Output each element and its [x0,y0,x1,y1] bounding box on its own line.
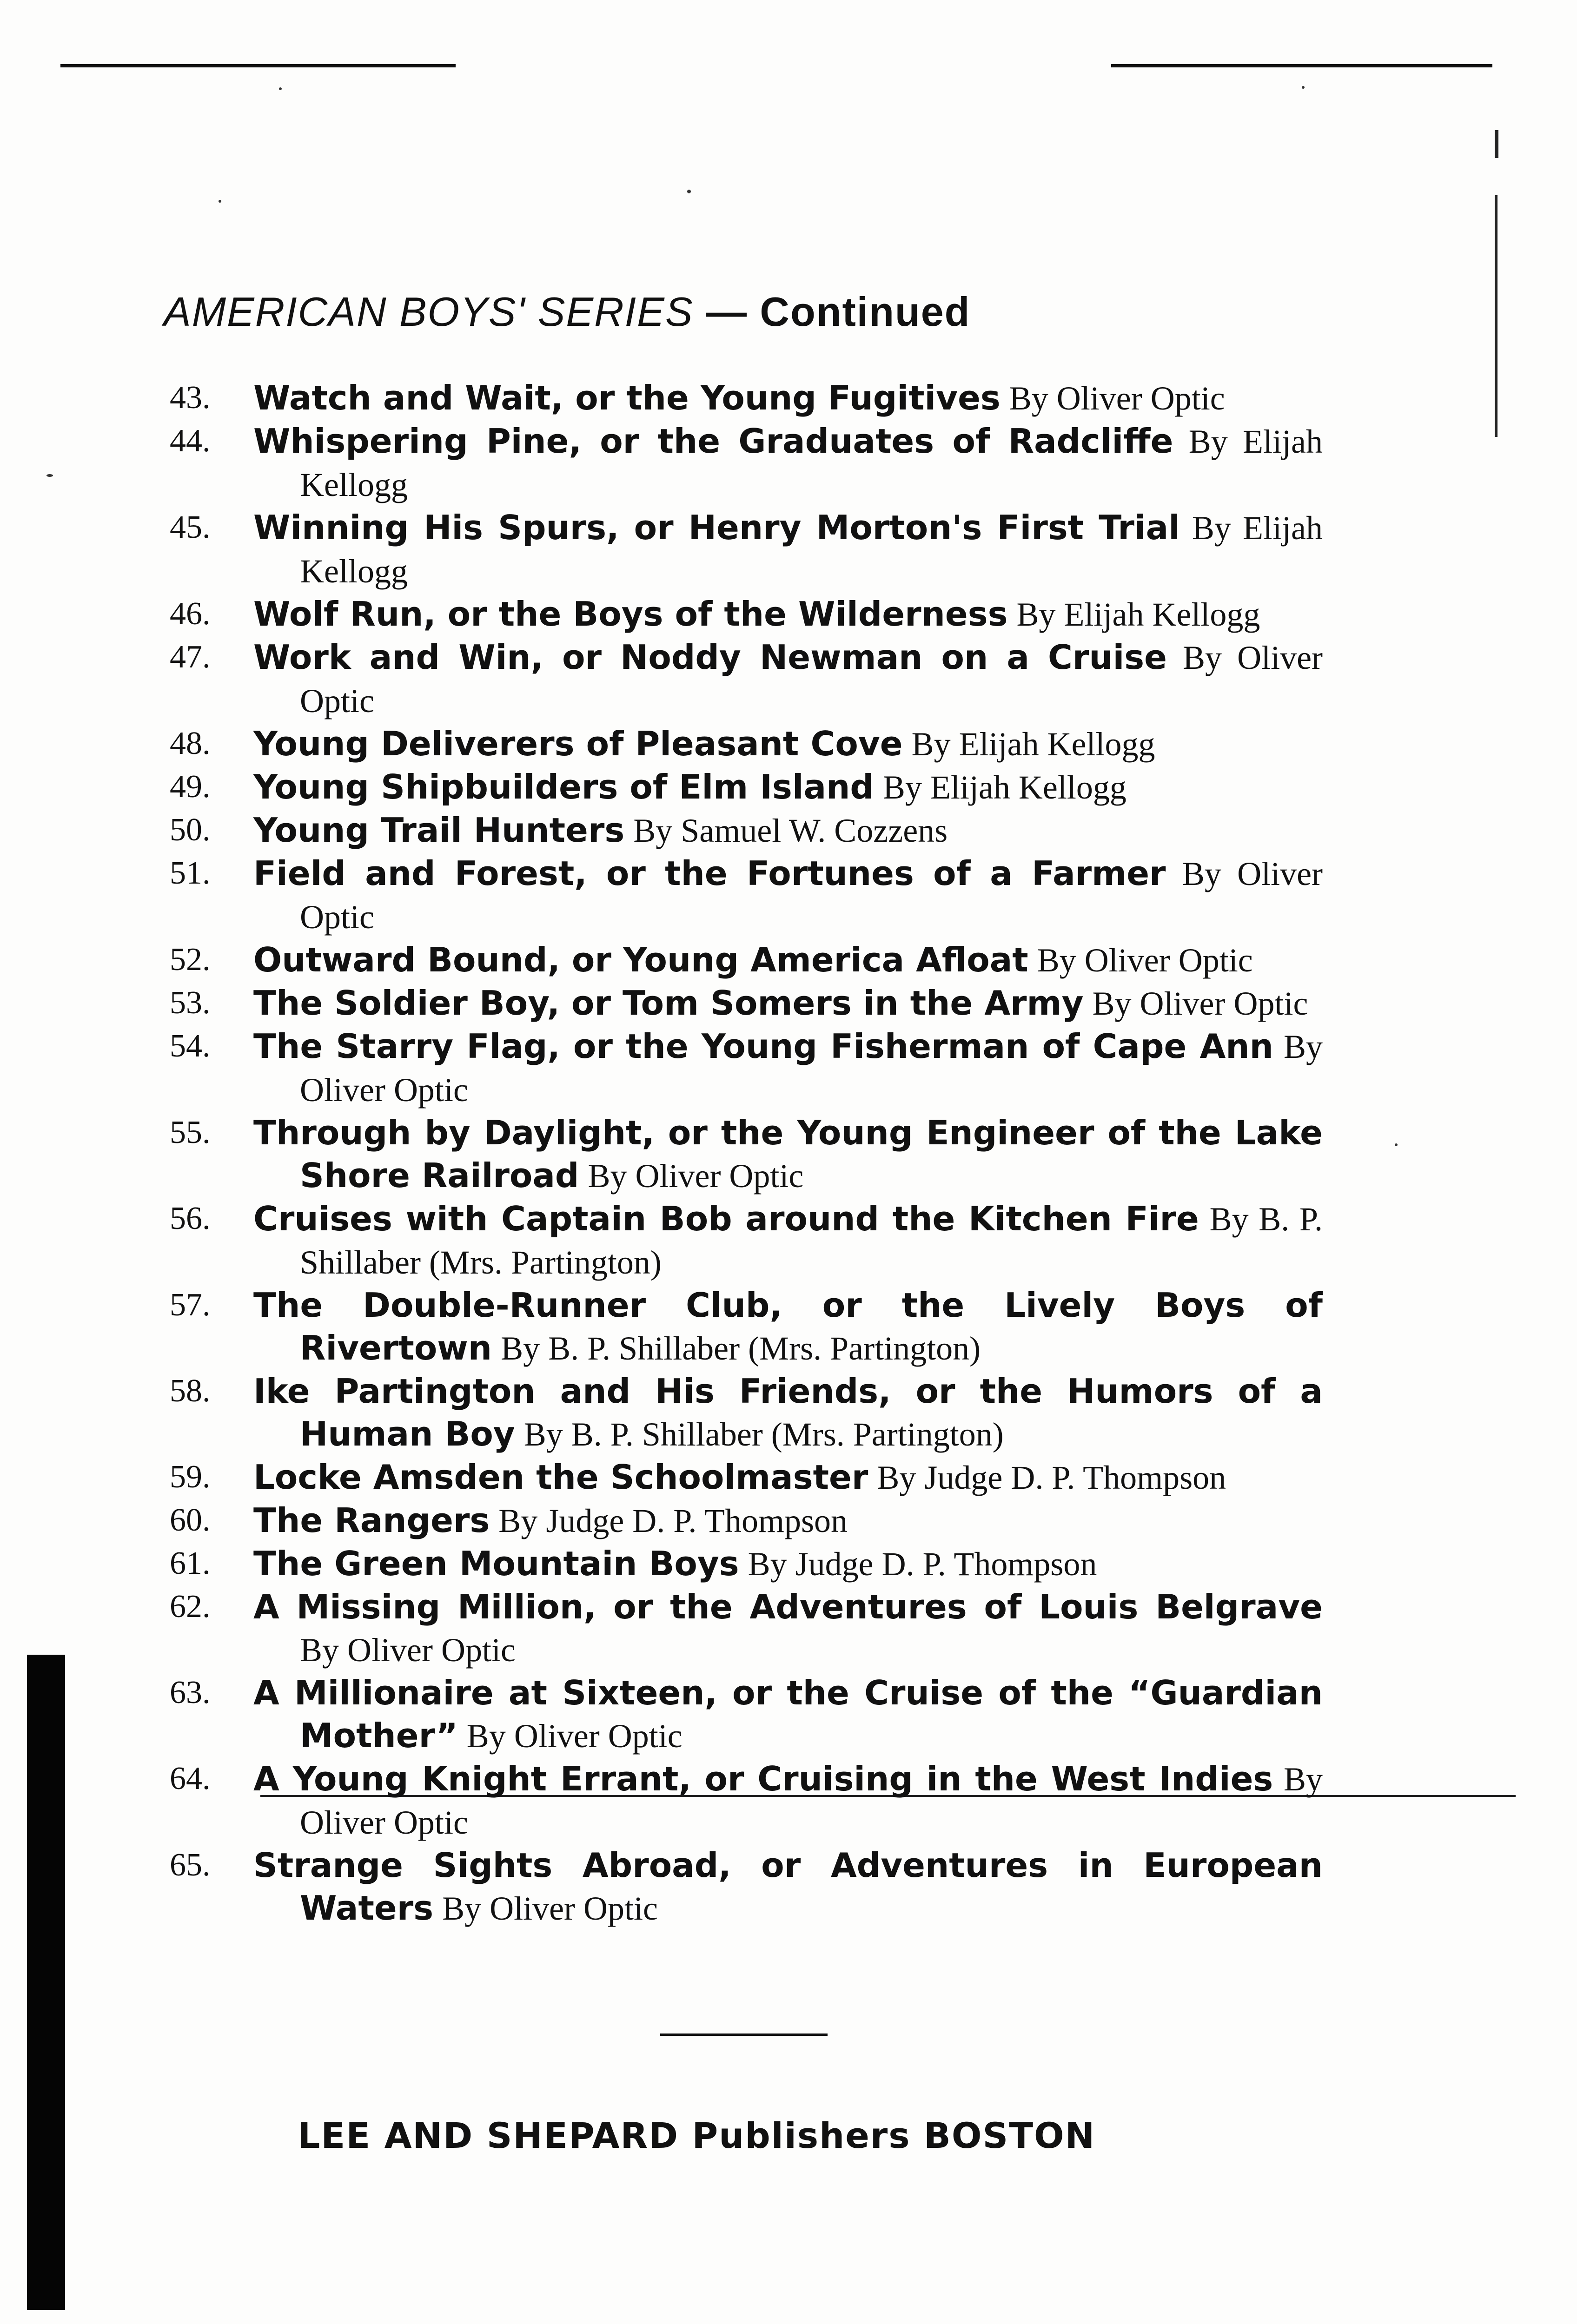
list-item [170,420,1323,506]
book-author: By B. P. Shillaber (Mrs. Partington) [300,1201,1323,1281]
entry-body [253,722,1323,766]
entry-number: 60. [170,1502,211,1538]
entry-body [253,1499,1323,1542]
series-continued: — Continued [705,289,971,335]
book-title: Young Shipbuilders of Elm Island [253,767,874,806]
entry-body [253,809,1323,852]
entry-body [253,506,1323,593]
book-title: Strange Sights Abroad, or Adventures in European Waters [253,1846,1323,1928]
entry-body [253,1757,1323,1844]
footer-separator [660,2034,828,2036]
book-author: By Judge D. P. Thompson [877,1459,1226,1496]
entry-body [253,1585,1323,1671]
list-item [170,1844,1323,1930]
book-title: Ike Partington and His Friends, or the Humors of a Human Boy [253,1372,1323,1453]
book-title: Young Deliverers of Pleasant Cove [253,724,903,763]
book-author: By Elijah Kellogg [882,769,1126,806]
list-item [170,1542,1323,1585]
list-item [170,722,1323,766]
book-author: By Judge D. P. Thompson [498,1502,848,1539]
book-title: Work and Win, or Noddy Newman on a Cruise [253,638,1167,677]
book-title: Locke Amsden the Schoolmaster [253,1458,868,1497]
list-item [170,1757,1323,1844]
scan-dot [1302,86,1305,89]
entry-body [253,982,1323,1025]
book-title: The Double-Runner Club, or the Lively Boys of Rivertown [253,1286,1323,1367]
book-title: Field and Forest, or the Fortunes of a Farmer [253,854,1166,893]
book-author: By Elijah Kellogg [1016,596,1260,633]
entry-body [253,1284,1323,1370]
scan-dot [219,200,221,203]
entry-number: 62. [170,1589,211,1624]
series-heading [164,288,970,336]
entry-number: 61. [170,1545,211,1581]
book-title: Winning His Spurs, or Henry Morton's First Trial [253,508,1180,547]
book-title: A Millionaire at Sixteen, or the Cruise of the “Guardian Mother” [253,1673,1323,1755]
book-author: By Oliver Optic [442,1890,658,1927]
book-title: Watch and Wait, or the Young Fugitives [253,378,1001,417]
book-author: By Elijah Kellogg [300,423,1323,503]
list-item [170,1585,1323,1671]
book-author: By Samuel W. Cozzens [633,812,948,849]
entry-number: 55. [170,1115,211,1150]
book-author: By Elijah Kellogg [911,726,1155,763]
book-title: A Young Knight Errant, or Cruising in the West Indies [253,1759,1273,1798]
book-title: Outward Bound, or Young America Afloat [253,940,1028,979]
entry-body [253,636,1323,722]
entry-number: 53. [170,985,211,1021]
entry-number: 50. [170,812,211,848]
entry-number: 51. [170,855,211,891]
entry-body [253,1671,1323,1757]
book-title: The Starry Flag, or the Young Fisherman of Cape Ann [253,1027,1273,1066]
list-item [170,982,1323,1025]
book-author: By Oliver Optic [300,1631,516,1669]
book-title: Through by Daylight, or the Young Engineer of the Lake Shore Railroad [253,1113,1323,1195]
entry-body [253,1025,1323,1111]
entry-number: 56. [170,1201,211,1236]
list-item [170,1025,1323,1111]
scan-speck [1495,130,1498,158]
book-author: By Oliver Optic [588,1157,804,1195]
list-item [170,593,1323,636]
book-author: By Elijah Kellogg [300,509,1323,590]
entry-number: 54. [170,1028,211,1064]
list-item [170,376,1323,420]
list-item [170,1197,1323,1284]
list-item [170,938,1323,982]
book-title: Cruises with Captain Bob around the Kitchen Fire [253,1199,1199,1238]
book-author: By Judge D. P. Thompson [748,1545,1097,1583]
book-author: By Oliver Optic [1092,985,1308,1022]
list-item [170,1499,1323,1542]
series-title: AMERICAN BOYS' SERIES [164,289,694,335]
entry-number: 49. [170,769,211,805]
entry-body [253,1542,1323,1585]
entry-number: 43. [170,380,211,416]
publisher-imprint: LEE AND SHEPARD Publishers BOSTON [298,2115,1096,2156]
entry-number: 57. [170,1287,211,1323]
entry-body [253,1370,1323,1456]
book-author: By Oliver Optic [300,1761,1323,1841]
scan-rule-top-left [60,64,456,67]
list-item [170,1370,1323,1456]
book-author: By Oliver Optic [300,855,1323,936]
list-item [170,766,1323,809]
entry-body [253,376,1323,420]
list-item [170,809,1323,852]
scan-dot [687,190,691,193]
entry-number: 52. [170,942,211,977]
list-item [170,636,1323,722]
book-author: By Oliver Optic [300,1028,1323,1109]
book-author: By Oliver Optic [300,639,1323,720]
book-author: By Oliver Optic [1037,942,1253,979]
book-title: Young Trail Hunters [253,811,625,850]
book-author: By B. P. Shillaber (Mrs. Partington) [501,1330,981,1367]
entry-number: 64. [170,1761,211,1796]
entry-body [253,1844,1323,1930]
book-author: By B. P. Shillaber (Mrs. Partington) [523,1416,1004,1453]
entry-body [253,420,1323,506]
book-title: The Rangers [253,1501,490,1540]
entry-number: 63. [170,1675,211,1710]
book-title: The Green Mountain Boys [253,1544,739,1583]
book-title: Wolf Run, or the Boys of the Wilderness [253,594,1008,634]
entry-body [253,852,1323,938]
list-item [170,1456,1323,1499]
book-author: By Oliver Optic [466,1717,682,1755]
book-title: A Missing Million, or the Adventures of Louis Belgrave [253,1587,1323,1626]
entry-number: 58. [170,1373,211,1409]
entry-body [253,1197,1323,1284]
entry-body [253,766,1323,809]
list-item [170,506,1323,593]
book-title: The Soldier Boy, or Tom Somers in the Army [253,984,1084,1023]
list-item [170,1671,1323,1757]
list-item [170,1284,1323,1370]
entry-number: 46. [170,596,211,632]
list-item [170,852,1323,938]
list-item [170,1111,1323,1197]
entry-body [253,1111,1323,1197]
entry-number: 47. [170,639,211,675]
book-title: Whispering Pine, or the Graduates of Radcliffe [253,422,1173,461]
book-list [0,372,1577,1930]
entry-number: 48. [170,726,211,761]
entry-number: 44. [170,423,211,459]
entry-number: 59. [170,1459,211,1495]
entry-number: 65. [170,1847,211,1883]
scan-dot [279,87,282,90]
book-author: By Oliver Optic [1009,380,1225,417]
entry-body [253,938,1323,982]
entry-number: 45. [170,509,211,545]
entry-body [253,1456,1323,1499]
scan-rule-top-right [1111,64,1492,67]
entry-body [253,593,1323,636]
